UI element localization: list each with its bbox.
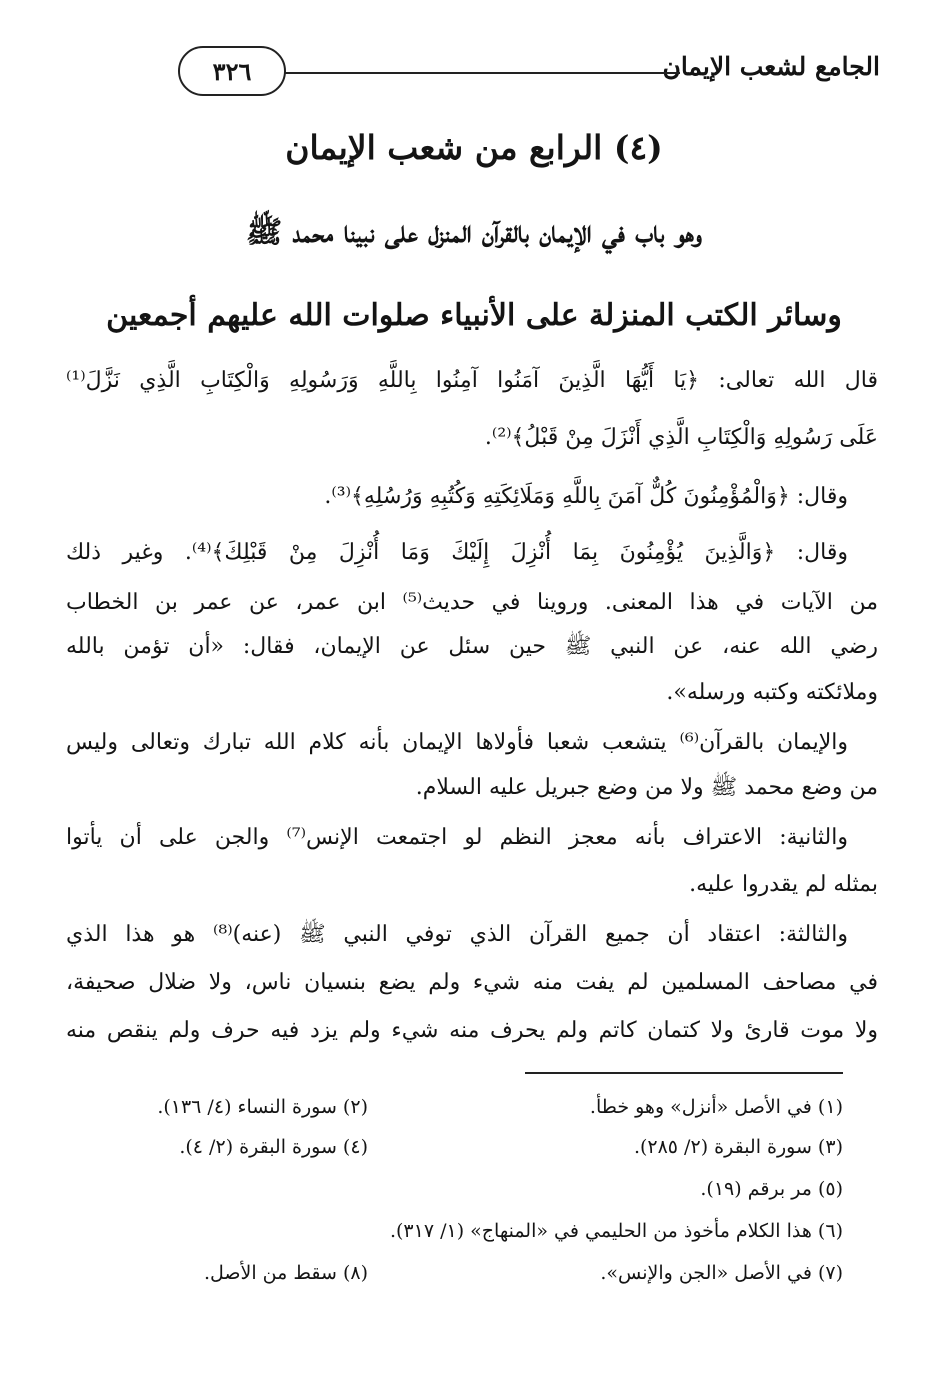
running-title: الجامع لشعب الإيمان (662, 52, 880, 81)
header-rule (285, 72, 680, 74)
footnote: (٨) سقط من الأصل. (203, 1262, 368, 1284)
body-line: وقال: ﴿وَالْمُؤْمِنُونَ كُلٌّ آمَنَ بِاللَّهِ وَمَلَائِكَتِهِ وَكُتُبِهِ وَرُسُلِهِ﴾⁽³⁾. (324, 484, 848, 509)
footnote: (٤) سورة البقرة (٢/ ٤). (179, 1136, 368, 1158)
body-line: ولا موت قارئ ولا كتمان كاتم ولم يحرف منه شيء ولم يزد فيه حرف ولم ينقص منه (66, 1018, 878, 1043)
chapter-subtitle-1: وهو باب في الإيمان بالقرآن المنزل على نبينا محمد ﷺ (245, 215, 703, 250)
body-line: من وضع محمد ﷺ ولا من وضع جبريل عليه السلام. (415, 775, 878, 800)
footnote: (٢) سورة النساء (٤/ ١٣٦). (157, 1096, 368, 1118)
chapter-subtitle-2: وسائر الكتب المنزلة على الأنبياء صلوات الله عليهم أجمعين (106, 298, 842, 333)
body-line: رضي الله عنه، عن النبي ﷺ حين سئل عن الإيمان، فقال: «أن تؤمن بالله (66, 634, 878, 659)
body-line: قال الله تعالى: ﴿يَا أَيُّهَا الَّذِينَ آمَنُوا آمِنُوا بِاللَّهِ وَرَسُولِهِ وَالْكِتَابِ الَّذِي نَزَّلَ⁽¹⁾ (66, 368, 878, 393)
body-line: وملائكته وكتبه ورسله». (666, 680, 878, 705)
chapter-heading: (٤) الرابع من شعب الإيمان (285, 128, 663, 167)
footnote: (٣) سورة البقرة (٢/ ٢٨٥). (633, 1136, 843, 1158)
body-line: والثانية: الاعتراف بأنه معجز النظم لو اجتمعت الإنس⁽⁷⁾ والجن على أن يأتوا (66, 825, 848, 850)
footnote: (٧) في الأصل «الجن والإنس». (600, 1262, 843, 1284)
body-line: بمثله لم يقدروا عليه. (689, 872, 878, 897)
body-line: والإيمان بالقرآن⁽⁶⁾ يتشعب شعبا فأولاها الإيمان بأنه كلام الله تبارك وتعالى وليس (66, 730, 848, 755)
body-line: عَلَى رَسُولِهِ وَالْكِتَابِ الَّذِي أَنْزَلَ مِنْ قَبْلُ﴾⁽²⁾. (484, 425, 878, 450)
body-line: من الآيات في هذا المعنى. وروينا في حديث⁽⁵⁾ ابن عمر، عن عمر بن الخطاب (66, 590, 878, 615)
footnote-rule (525, 1072, 843, 1074)
footnote: (١) في الأصل «أنزل» وهو خطأ. (589, 1096, 843, 1118)
footnote: (٥) مر برقم (١٩). (700, 1178, 843, 1200)
body-line: في مصاحف المسلمين لم يفت منه شيء ولم يضع بنسيان ناس، ولا ضلال صحيفة، (66, 970, 878, 995)
footnote: (٦) هذا الكلام مأخوذ من الحليمي في «المنهاج» (١/ ٣١٧). (389, 1220, 843, 1242)
body-line: وقال: ﴿وَالَّذِينَ يُؤْمِنُونَ بِمَا أُنْزِلَ إِلَيْكَ وَمَا أُنْزِلَ مِنْ قَبْلِكَ﴾⁽⁴⁾. وغير ذلك (66, 540, 848, 565)
page-number: ٣٢٦ (178, 46, 286, 96)
body-line: والثالثة: اعتقاد أن جميع القرآن الذي توفي النبي ﷺ (عنه)⁽⁸⁾ هو هذا الذي (66, 922, 848, 947)
